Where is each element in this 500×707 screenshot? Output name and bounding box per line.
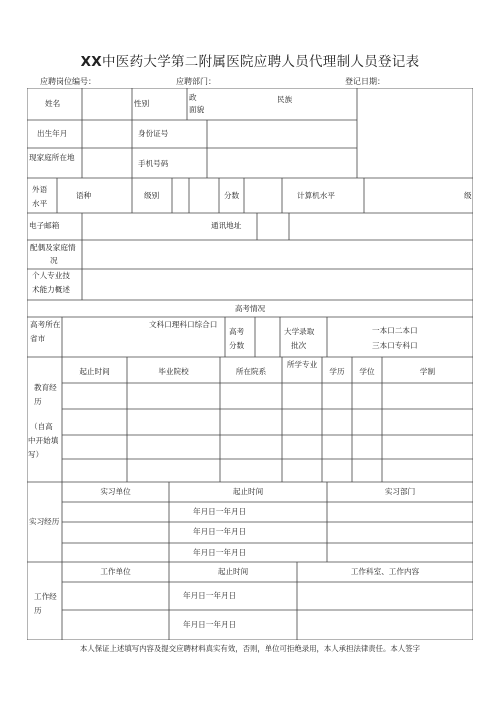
intern-period-1: 年月日一年月日 [193,507,247,516]
registration-form [27,88,473,640]
label-language: 外语 [32,185,48,194]
intern-period-2: 年月日一年月日 [193,527,247,536]
label-politics: 政 [189,93,197,102]
gaokao-batch-options-2: 三本口专科口 [372,341,418,350]
work-col-period: 起止时间 [217,567,249,576]
meta-dept: 应聘部门： [176,77,216,86]
label-ethnicity: 民族 [277,95,293,104]
gaokao-batch-2: 批次 [291,341,307,350]
intern-period-3: 年月日一年月日 [193,548,247,557]
gaokao-score: 高考 [229,327,245,336]
internship-side-label: 实习经历 [29,517,60,526]
meta-date: 登记日期： [345,77,385,86]
form-title: XX中医药大学第二附属医院应聘人员代理制人员登记表 [80,54,420,70]
label-language-2: 水平 [32,199,48,208]
label-computer-level: 级 [464,191,472,200]
label-birth: 出生年月 [37,129,68,138]
form-grid-lines [27,88,473,640]
education-side-label-2: 历 [34,397,42,406]
label-skills: 个人专业技 [32,271,70,280]
label-spouse-2: 况 [50,256,58,265]
edu-col-duration: 学制 [419,367,436,376]
meta-position: 应聘岗位编号： [40,77,96,86]
education-note-3: 写） [28,450,44,459]
edu-col-dept: 所在院系 [235,367,267,376]
edu-col-major: 所学专业 [286,360,318,369]
work-side-label: 工作经 [34,592,57,601]
edu-col-degree-level: 学历 [329,367,345,376]
label-email: 电子邮箱 [29,221,60,230]
label-skills-2: 术能力概述 [32,285,70,294]
label-name: 姓名 [45,99,61,108]
work-col-content: 工作科室、工作内容 [350,567,420,576]
label-mail-address: 通讯地址 [211,221,242,230]
work-period-1: 年月日一年月日 [183,591,237,600]
gaokao-score-2: 分数 [229,341,245,350]
intern-col-dept: 实习部门 [384,487,416,496]
gaokao-batch: 大学录取 [284,327,315,336]
label-lang-type: 语种 [76,191,92,200]
work-col-unit: 工作单位 [100,567,131,576]
education-side-label: 教育经 [34,383,57,392]
education-note-2: 中开始填 [28,436,59,445]
label-address: 现家庭所在地 [29,153,75,162]
label-lang-level: 级别 [144,191,160,200]
gaokao-batch-options-1: 一本口二本口 [372,326,418,335]
edu-col-school: 毕业院校 [158,367,189,376]
edu-col-period: 起止时间 [79,367,110,376]
intern-col-period: 起止时间 [232,487,264,496]
work-period-2: 年月日一年月日 [183,620,237,629]
gaokao-header: 高考情况 [234,304,266,313]
education-note-1: （自高 [30,422,53,431]
edu-col-degree: 学位 [359,367,375,376]
label-spouse: 配偶及家庭情 [30,243,76,252]
label-politics-2: 面貌 [189,105,205,114]
work-side-label-2: 历 [34,606,42,615]
label-score: 分数 [224,191,240,200]
label-phone: 手机号码 [138,159,169,168]
label-gender: 性别 [134,99,150,108]
label-id-number: 身份证号 [138,129,169,138]
gaokao-subject-options: 文科口理科口综合口 [149,320,218,329]
intern-col-unit: 实习单位 [100,487,131,496]
declaration-footer: 本人保证上述填写内容及提交应聘材料真实有效，否则，单位可拒绝录用，本人承担法律责任。本人签字 [80,644,420,653]
gaokao-province-2: 省市 [30,334,46,343]
gaokao-province: 高考所在 [30,320,61,329]
label-computer: 计算机水平 [297,191,335,200]
